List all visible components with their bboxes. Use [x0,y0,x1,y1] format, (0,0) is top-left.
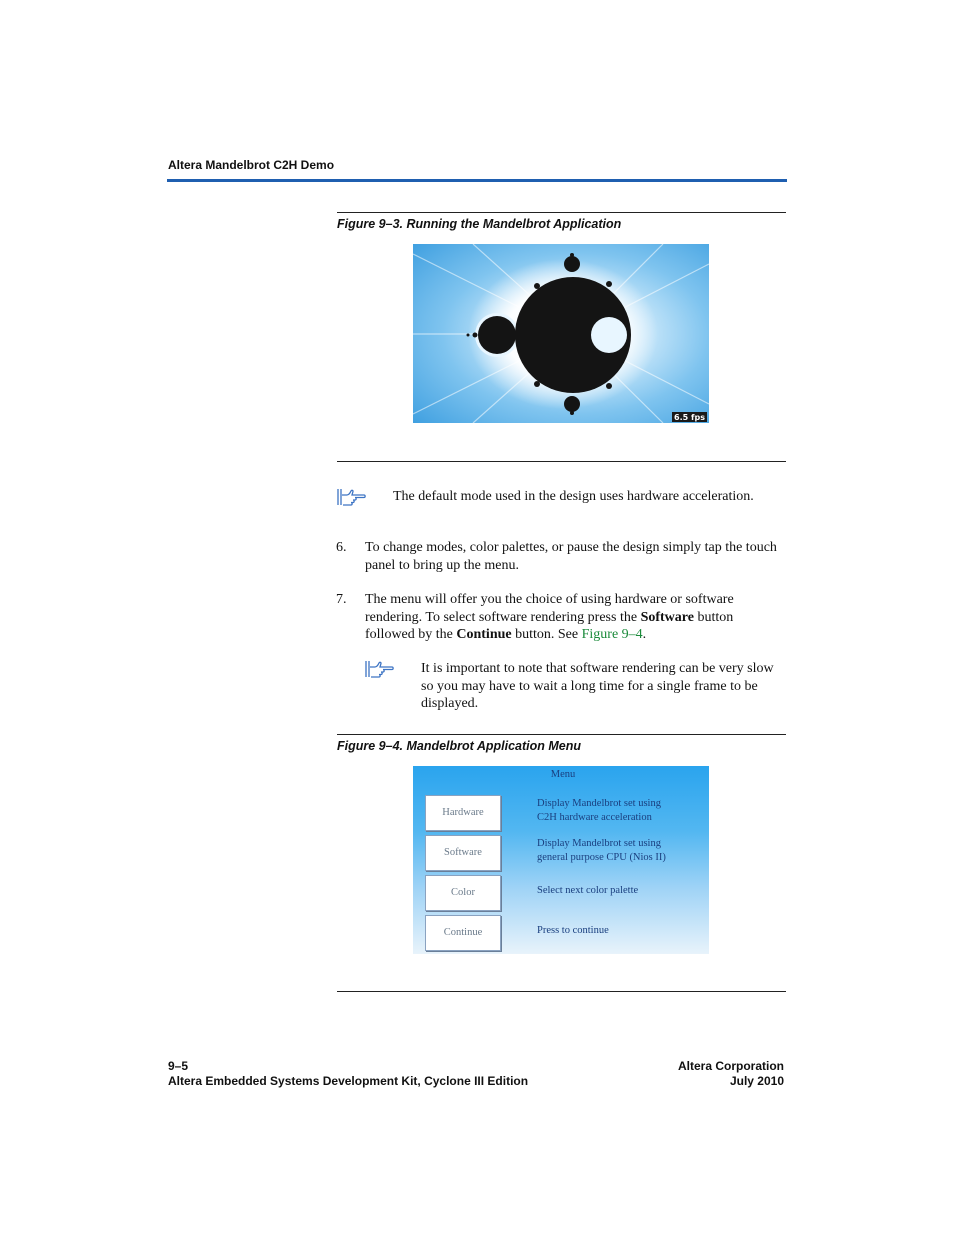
figure-caption: Figure 9–3. Running the Mandelbrot Application [337,217,622,231]
figure-bottom-rule [337,991,786,992]
software-bold: Software [640,609,694,625]
color-description: Select next color palette [537,885,639,896]
pointing-hand-icon [365,659,395,679]
fps-label: 6.5 fps [674,413,705,422]
figure-link[interactable]: Figure 9–4 [581,627,643,642]
step-number: 7. [336,592,347,607]
note-text: It is important to note that software rendering can be very slow so you may have to wait a long time for a single frame to be displayed. [421,661,774,711]
step-text: The menu will offer you the choice of using hardware or software rendering. To select software rendering press the Software button followed by the Continue button. See Figure 9–4. [365,592,734,642]
step-number: 6. [336,540,347,555]
continue-description: Press to continue [537,925,609,936]
continue-bold: Continue [456,627,512,642]
software-description: Display Mandelbrot set using general purpose CPU (Nios II) [537,838,666,863]
figure-bottom-rule [337,461,786,462]
step-text: To change modes, color palettes, or pause the design simply tap the touch panel to bring up the menu. [365,540,777,573]
company-name: Altera Corporation [677,1059,784,1073]
figure-caption: Figure 9–4. Mandelbrot Application Menu [337,739,582,753]
continue-button[interactable]: Continue [425,915,501,951]
application-menu-image [413,766,709,954]
page-number: 9–5 [168,1059,189,1073]
header-rule [167,179,787,182]
figure-top-rule [337,734,786,735]
menu-title: Menu [550,769,576,780]
pointing-hand-icon [337,487,367,507]
book-title: Altera Embedded Systems Development Kit, Cyclone III Edition [168,1074,529,1088]
figure-top-rule [337,212,786,213]
running-head: Altera Mandelbrot C2H Demo [168,158,335,172]
software-button[interactable]: Software [425,835,501,871]
mandelbrot-image [413,244,709,423]
hardware-button[interactable]: Hardware [425,795,501,831]
color-button[interactable]: Color [425,875,501,911]
note-text: The default mode used in the design uses hardware acceleration. [393,489,754,504]
hardware-description: Display Mandelbrot set using C2H hardware acceleration [537,798,661,823]
publication-date: July 2010 [729,1074,784,1088]
